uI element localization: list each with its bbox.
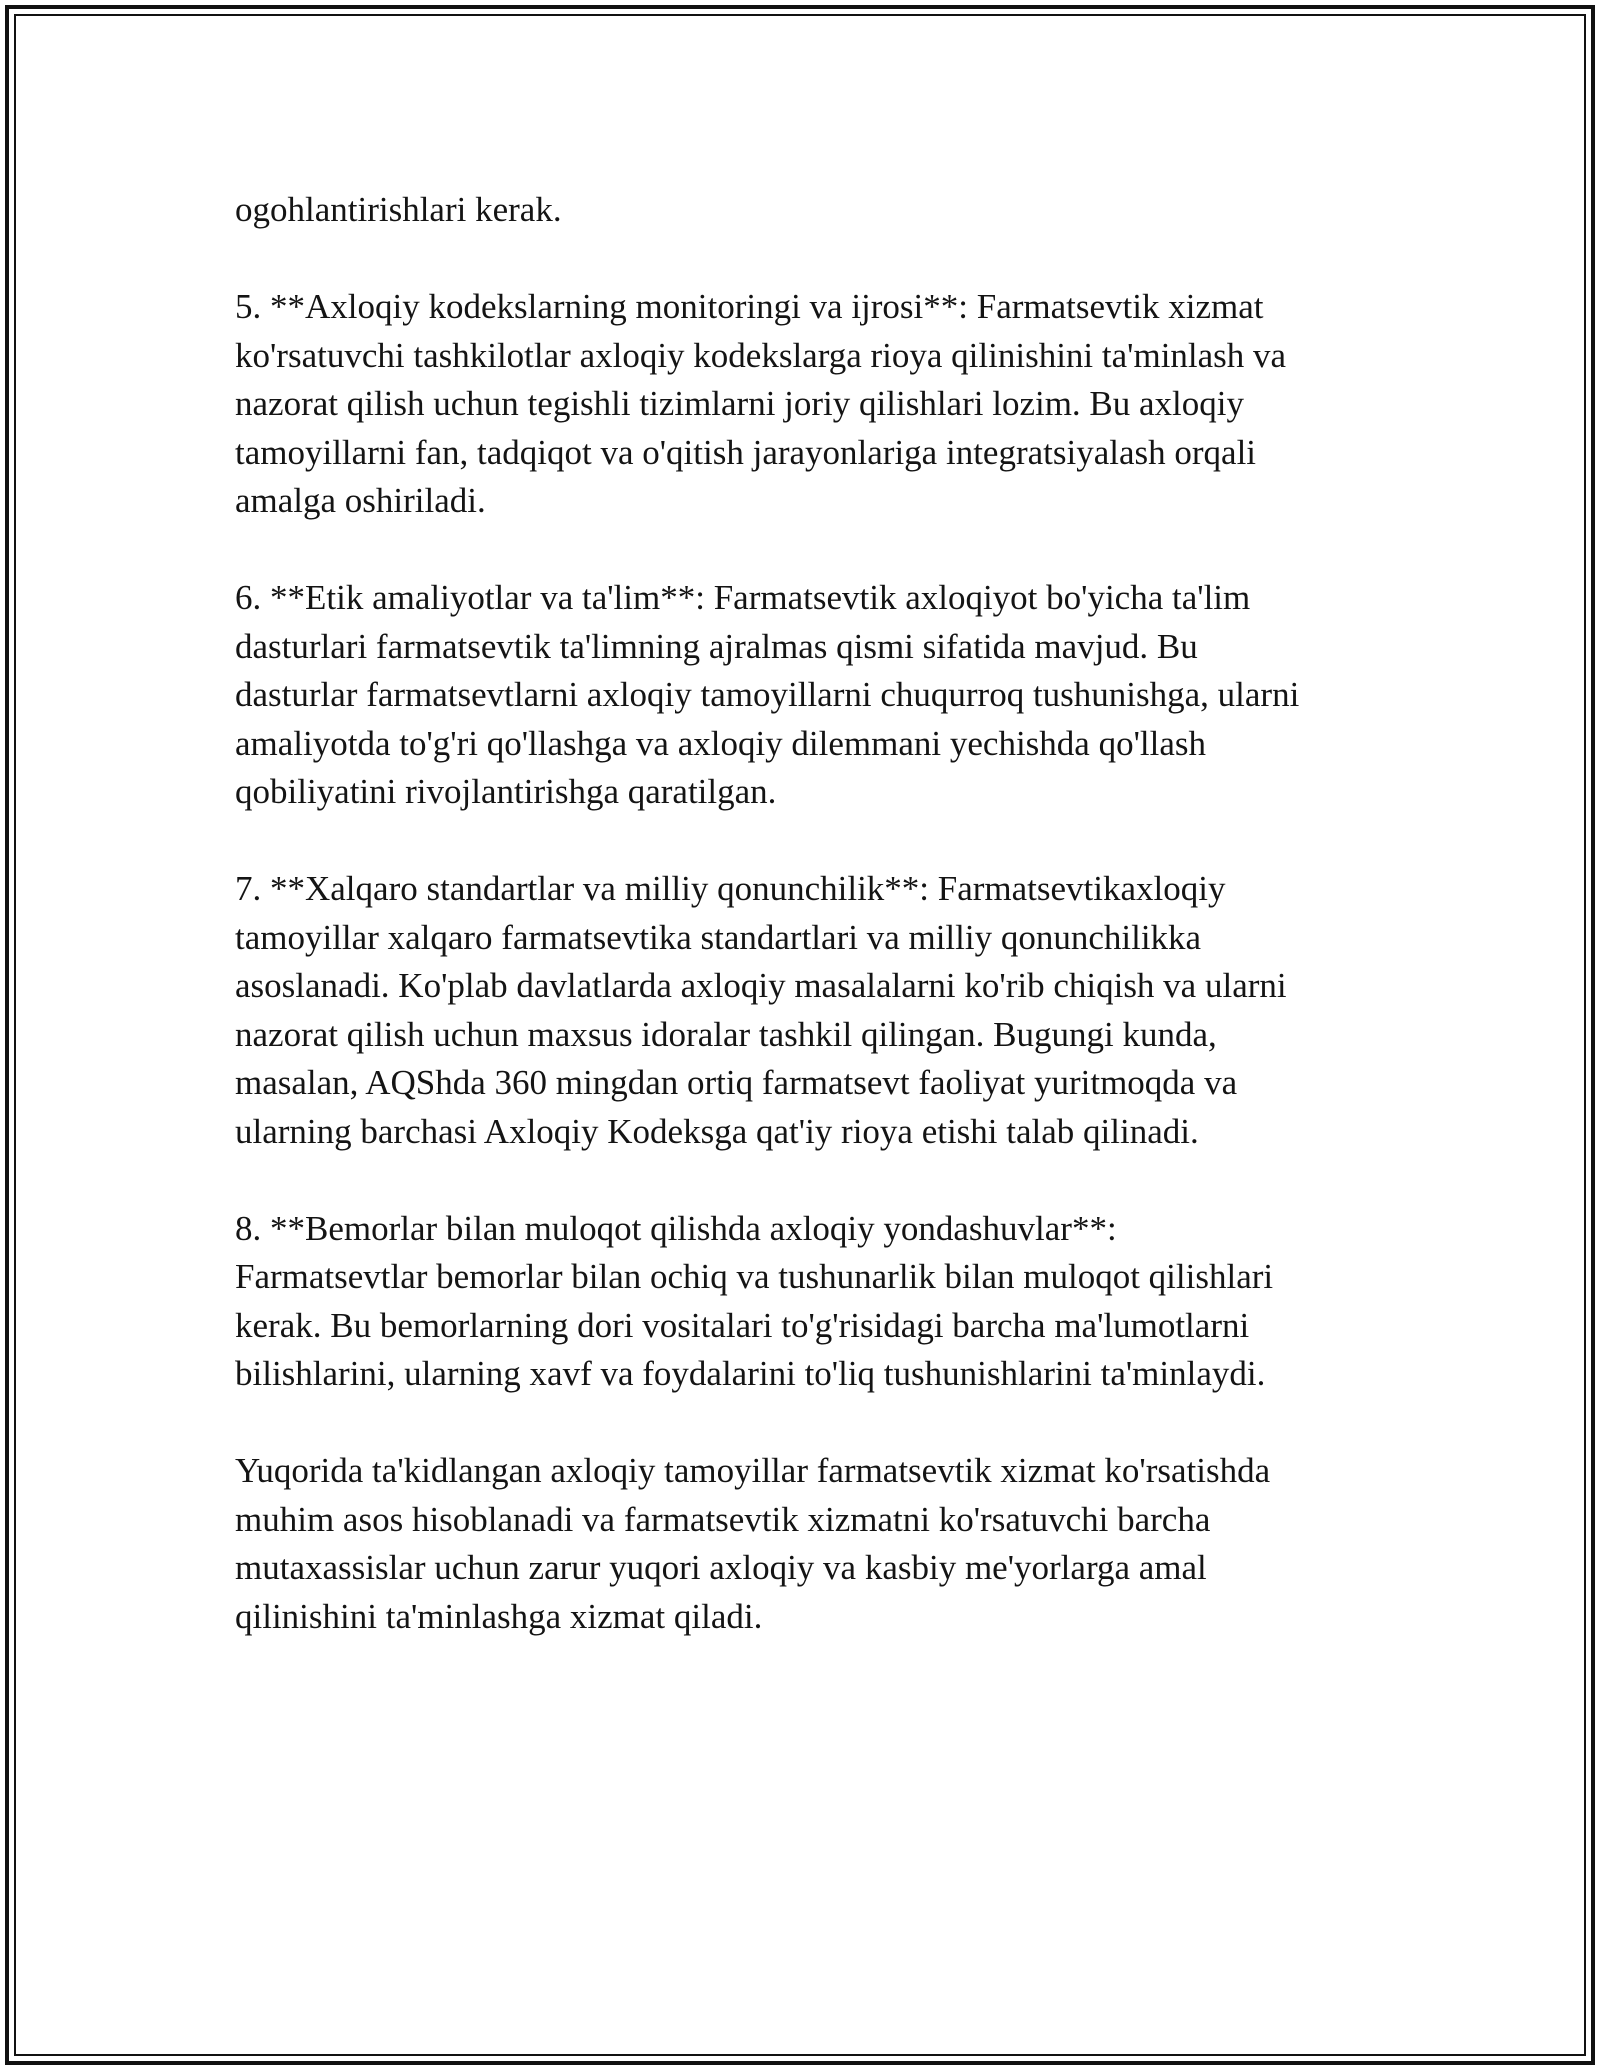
paragraph-item-7: 7. **Xalqaro standartlar va milliy qonunchilik**: Farmatsevtikaxloqiy tamoyillar xalqaro farmatsevtika standartlari va milliy qonunchilikka asoslanadi. Ko'plab davlatlarda axloqiy masalalarni ko'rib chiqish va ularni nazorat qilish uchun maxsus idoralar tashkil qilingan. Bugungi kunda, masalan, AQShda 360 mingdan ortiq farmatsevt faoliyat yuritmoqda va ularning barchasi Axloqiy Kodeksga qat'iy rioya etishi talab qilinadi. xyxy=(235,869,1287,1151)
paragraph-continuation: ogohlantirishlari kerak. xyxy=(235,190,562,229)
paragraph-conclusion: Yuqorida ta'kidlangan axloqiy tamoyillar farmatsevtik xizmat ko'rsatishda muhim asos hisoblanadi va farmatsevtik xizmatni ko'rsatuvchi barcha mutaxassislar uchun zarur yuqori axloqiy va kasbiy me'yorlarga amal qilinishini ta'minlashga xizmat qiladi. xyxy=(235,1451,1271,1636)
document-body xyxy=(235,186,1395,1690)
paragraph-item-8: 8. **Bemorlar bilan muloqot qilishda axloqiy yondashuvlar**: Farmatsevtlar bemorlar bilan ochiq va tushunarlik bilan muloqot qilishlari kerak. Bu bemorlarning dori vositalari to'g'risidagi barcha ma'lumotlarni bilishlarini, ularning xavf va foydalarini to'liq tushunishlarini ta'minlaydi. xyxy=(235,1208,1274,1393)
paragraph-item-5: 5. **Axloqiy kodekslarning monitoringi va ijrosi**: Farmatsevtik xizmat ko'rsatuvchi tashkilotlar axloqiy kodekslarga rioya qilinishini ta'minlash va nazorat qilish uchun tegishli tizimlarni joriy qilishlari lozim. Bu axloqiy tamoyillarni fan, tadqiqot va o'qitish jarayonlariga integratsiyalash orqali amalga oshiriladi. xyxy=(235,287,1287,520)
paragraph-item-6: 6. **Etik amaliyotlar va ta'lim**: Farmatsevtik axloqiyot bo'yicha ta'lim dasturlari farmatsevtik ta'limning ajralmas qismi sifatida mavjud. Bu dasturlar farmatsevtlarni axloqiy tamoyillarni chuqurroq tushunishga, ularni amaliyotda to'g'ri qo'llashga va axloqiy dilemmani yechishda qo'llash qobiliyatini rivojlantirishga qaratilgan. xyxy=(235,578,1300,811)
